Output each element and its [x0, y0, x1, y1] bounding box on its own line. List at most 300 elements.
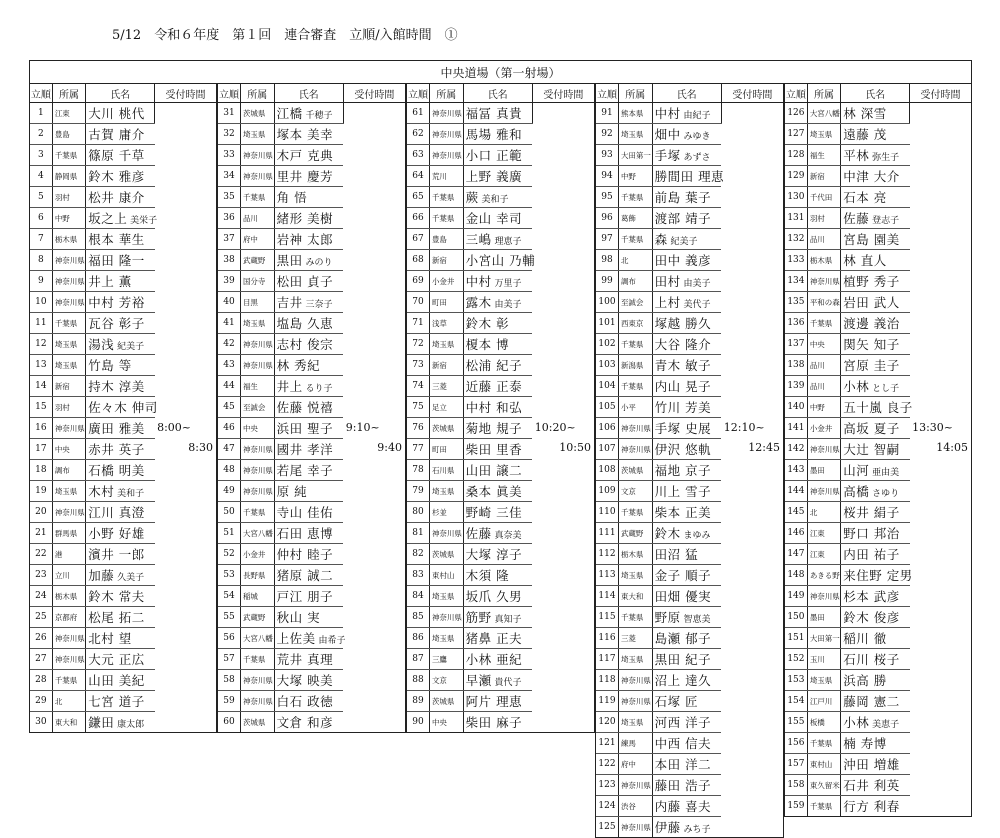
- order-number: 57: [218, 649, 240, 670]
- family-name: 石井: [843, 778, 870, 793]
- affiliation: 千葉県: [618, 334, 652, 355]
- affiliation: 神奈川県: [807, 481, 840, 502]
- affiliation: 埼玉県: [618, 649, 652, 670]
- archer-name: [274, 565, 343, 586]
- affiliation: 千葉県: [52, 670, 85, 691]
- family-name: 内山: [654, 379, 681, 394]
- header-time: 受付時間: [910, 84, 971, 103]
- family-name: 石塚: [654, 694, 681, 709]
- affiliation: 京都府: [52, 607, 85, 628]
- archer-name: [652, 628, 721, 649]
- affiliation: 千葉県: [52, 145, 85, 166]
- affiliation: 墨田: [807, 460, 840, 481]
- family-name: 福田: [88, 253, 115, 268]
- order-number: 36: [218, 208, 240, 229]
- affiliation: 三菱: [429, 376, 463, 397]
- affiliation: 千葉県: [807, 313, 840, 334]
- affiliation: 神奈川県: [52, 628, 85, 649]
- affiliation: 茨城県: [240, 103, 274, 124]
- archer-name: [86, 502, 155, 523]
- archer-name: [274, 229, 343, 250]
- venue-header: 中央道場（第一射場）: [29, 60, 972, 84]
- affiliation: 調布: [618, 271, 652, 292]
- affiliation: 新宿: [429, 250, 463, 271]
- order-number: 146: [785, 523, 807, 544]
- order-number: 58: [218, 670, 240, 691]
- family-name: 古賀: [88, 127, 115, 142]
- given-name: 真知子: [491, 615, 522, 625]
- given-name: 由美子: [491, 300, 522, 310]
- order-number: 31: [218, 103, 240, 124]
- archer-name: [274, 250, 343, 271]
- archer-name: [652, 649, 721, 670]
- given-name: 明美: [114, 463, 145, 478]
- given-name: 良子: [882, 400, 913, 415]
- schedule-column: [406, 84, 595, 733]
- family-name: 江橋: [276, 106, 303, 121]
- affiliation: 神奈川県: [240, 460, 274, 481]
- family-name: 川上: [654, 484, 681, 499]
- given-name: 勝久: [680, 316, 712, 331]
- given-name: 千草: [114, 148, 145, 163]
- given-name: 紀美子: [667, 237, 698, 247]
- given-name: 康太郎: [114, 720, 145, 730]
- order-number: 27: [30, 649, 52, 670]
- affiliation: 茨城県: [429, 418, 463, 439]
- given-name: 正泰: [491, 379, 523, 394]
- order-number: 119: [596, 691, 618, 712]
- order-number: 144: [785, 481, 807, 502]
- affiliation: 神奈川県: [240, 439, 274, 460]
- family-name: 七宮: [88, 694, 115, 709]
- archer-name: [463, 355, 532, 376]
- family-name: 黒田: [654, 652, 681, 667]
- order-number: 154: [785, 691, 807, 712]
- given-name: 眞美: [491, 484, 523, 499]
- affiliation: 神奈川県: [618, 691, 652, 712]
- archer-name: [841, 166, 910, 187]
- given-name: 邦治: [869, 526, 900, 541]
- family-name: 鈴木: [88, 169, 115, 184]
- affiliation: 神奈川県: [429, 523, 463, 544]
- reception-start-time: 13:30~: [912, 421, 954, 434]
- archer-name: [274, 691, 343, 712]
- affiliation: 千葉県: [807, 796, 840, 817]
- archer-name: [841, 103, 910, 124]
- given-name: 三佳: [491, 505, 523, 520]
- family-name: 坂爪: [465, 589, 492, 604]
- family-name: 沖田: [843, 757, 870, 772]
- archer-name: [841, 397, 913, 418]
- family-name: 石橋: [88, 463, 115, 478]
- header-time: 受付時間: [155, 84, 216, 103]
- header-order: 立順: [407, 84, 429, 103]
- affiliation: 埼玉県: [429, 481, 463, 502]
- order-number: 20: [30, 502, 52, 523]
- affiliation: 福生: [807, 145, 840, 166]
- given-name: 正美: [680, 505, 712, 520]
- order-number: 136: [785, 313, 807, 334]
- order-number: 77: [407, 439, 429, 460]
- given-name: 譲二: [491, 463, 523, 478]
- order-number: 44: [218, 376, 240, 397]
- given-name: 紀子: [680, 652, 712, 667]
- affiliation: 品川: [807, 355, 840, 376]
- order-number: 62: [407, 124, 429, 145]
- order-number: 55: [218, 607, 240, 628]
- affiliation: 神奈川県: [240, 166, 274, 187]
- family-name: 塚本: [276, 127, 303, 142]
- family-name: 林: [843, 253, 857, 268]
- affiliation: 大宮八幡: [240, 523, 274, 544]
- given-name: 拓二: [114, 610, 145, 625]
- archer-name: [274, 208, 343, 229]
- affiliation: 武蔵野: [240, 250, 274, 271]
- archer-name: [86, 586, 155, 607]
- family-name: 井上: [88, 274, 115, 289]
- family-name: 中村: [465, 400, 492, 415]
- archer-name: [463, 607, 532, 628]
- affiliation: 栃木県: [52, 229, 85, 250]
- given-name: 桜子: [869, 652, 900, 667]
- table-row: [596, 103, 783, 124]
- order-number: 149: [785, 586, 807, 607]
- family-name: 林: [276, 358, 290, 373]
- schedule-table: [30, 84, 216, 732]
- order-number: 104: [596, 376, 618, 397]
- order-number: 125: [596, 817, 618, 838]
- affiliation: 神奈川県: [240, 334, 274, 355]
- family-name: 来住野: [843, 568, 883, 583]
- family-name: 森: [654, 232, 668, 247]
- family-name: 三嶋: [465, 232, 492, 247]
- affiliation: 茨城県: [240, 712, 274, 733]
- order-number: 66: [407, 208, 429, 229]
- family-name: 松尾: [88, 610, 115, 625]
- family-name: 大元: [88, 652, 115, 667]
- header-name: 氏名: [841, 84, 910, 103]
- family-name: 角: [276, 190, 290, 205]
- family-name: 行方: [843, 799, 870, 814]
- affiliation: 神奈川県: [618, 418, 652, 439]
- affiliation: 静岡県: [52, 166, 85, 187]
- order-number: 70: [407, 292, 429, 313]
- order-number: 72: [407, 334, 429, 355]
- family-name: 渡部: [654, 211, 681, 226]
- archer-name: [652, 775, 721, 796]
- order-number: 69: [407, 271, 429, 292]
- family-name: 佐々木: [88, 400, 128, 415]
- order-number: 28: [30, 670, 52, 691]
- order-number: 24: [30, 586, 52, 607]
- archer-name: [274, 607, 343, 628]
- archer-name: [841, 460, 910, 481]
- family-name: 林: [843, 106, 857, 121]
- archer-name: [274, 544, 343, 565]
- document-title: 5/12 令和６年度 第１回 連合審査 立順/入館時間 ①: [112, 28, 458, 43]
- order-number: 26: [30, 628, 52, 649]
- family-name: 石川: [843, 652, 870, 667]
- affiliation: 江東: [807, 544, 840, 565]
- given-name: 康介: [114, 190, 145, 205]
- family-name: 大辻: [843, 442, 870, 457]
- archer-name: [841, 628, 910, 649]
- reception-start-time: 9:10~: [345, 421, 380, 434]
- table-header-row: [30, 84, 216, 103]
- given-name: 増雄: [869, 757, 900, 772]
- order-number: 99: [596, 271, 618, 292]
- given-name: 麻子: [491, 715, 523, 730]
- schedule-table: [785, 84, 971, 816]
- affiliation: 中央: [429, 712, 463, 733]
- affiliation: 神奈川県: [429, 607, 463, 628]
- family-name: 山河: [843, 463, 870, 478]
- family-name: 松浦: [465, 358, 492, 373]
- archer-name: [274, 502, 343, 523]
- archer-name: [652, 313, 721, 334]
- archer-name: [86, 628, 155, 649]
- given-name: 英子: [114, 442, 145, 457]
- affiliation: 神奈川県: [240, 355, 274, 376]
- given-name: るり子: [302, 384, 333, 394]
- given-name: 勝: [869, 673, 887, 688]
- archer-name: [86, 208, 158, 229]
- archer-name: [463, 481, 532, 502]
- affiliation: 長野県: [240, 565, 274, 586]
- given-name: 久男: [491, 589, 523, 604]
- order-number: 16: [30, 418, 52, 439]
- family-name: 荒井: [276, 652, 303, 667]
- family-name: 桑本: [465, 484, 492, 499]
- family-name: 筋野: [465, 610, 492, 625]
- order-number: 134: [785, 271, 807, 292]
- family-name: 石本: [843, 190, 870, 205]
- archer-name: [86, 712, 155, 733]
- archer-name: [463, 460, 532, 481]
- archer-name: [86, 250, 155, 271]
- given-name: 正広: [114, 652, 145, 667]
- family-name: 上佐美: [276, 631, 316, 646]
- order-number: 54: [218, 586, 240, 607]
- family-name: 野崎: [465, 505, 492, 520]
- affiliation: 神奈川県: [52, 649, 85, 670]
- family-name: 福地: [654, 463, 681, 478]
- affiliation: 神奈川県: [618, 439, 652, 460]
- family-name: 鈴木: [465, 316, 492, 331]
- family-name: 宮原: [843, 358, 870, 373]
- order-number: 82: [407, 544, 429, 565]
- archer-name: [841, 481, 910, 502]
- family-name: 大塚: [276, 673, 303, 688]
- order-number: 109: [596, 481, 618, 502]
- family-name: 桜井: [843, 505, 870, 520]
- archer-name: [274, 376, 343, 397]
- given-name: 智恵美: [680, 615, 711, 625]
- archer-name: [86, 145, 155, 166]
- given-name: 正範: [491, 148, 523, 163]
- family-name: 志村: [276, 337, 303, 352]
- archer-name: [274, 418, 343, 439]
- archer-name: [463, 670, 532, 691]
- family-name: 佐藤: [843, 211, 870, 226]
- affiliation: 小金井: [807, 418, 840, 439]
- given-name: 紀子: [491, 358, 523, 373]
- family-name: 竹川: [654, 400, 681, 415]
- affiliation: 神奈川県: [618, 775, 652, 796]
- given-name: 桃代: [114, 106, 145, 121]
- order-number: 151: [785, 628, 807, 649]
- family-name: 持木: [88, 379, 115, 394]
- header-order: 立順: [785, 84, 807, 103]
- archer-name: [841, 607, 910, 628]
- family-name: 塚越: [654, 316, 681, 331]
- reception-time-cell: [155, 103, 216, 733]
- family-name: 戸江: [276, 589, 303, 604]
- affiliation: 国分寺: [240, 271, 274, 292]
- order-number: 107: [596, 439, 618, 460]
- affiliation: 神奈川県: [52, 502, 85, 523]
- given-name: 洋二: [680, 757, 712, 772]
- archer-name: [86, 124, 155, 145]
- family-name: 田沼: [654, 547, 681, 562]
- archer-name: [274, 103, 343, 124]
- archer-name: [463, 418, 532, 439]
- archer-name: [463, 523, 532, 544]
- archer-name: [652, 523, 721, 544]
- archer-name: [463, 376, 532, 397]
- family-name: 小宮山: [465, 253, 505, 268]
- affiliation: 豊島: [52, 124, 85, 145]
- order-number: 115: [596, 607, 618, 628]
- family-name: 榎本: [465, 337, 492, 352]
- family-name: 露木: [465, 295, 492, 310]
- reception-start-time: 12:10~: [723, 421, 765, 434]
- given-name: 浩子: [680, 778, 712, 793]
- given-name: あずさ: [680, 153, 711, 163]
- archer-name: [652, 187, 721, 208]
- order-number: 141: [785, 418, 807, 439]
- order-number: 112: [596, 544, 618, 565]
- given-name: 彰子: [114, 316, 145, 331]
- family-name: 畑中: [654, 127, 681, 142]
- given-name: 常夫: [114, 589, 145, 604]
- family-name: 早瀬: [465, 673, 492, 688]
- archer-name: [86, 187, 155, 208]
- given-name: 亜紀: [491, 652, 523, 667]
- family-name: 福冨: [465, 106, 492, 121]
- reception-end-time: 9:40: [377, 441, 402, 454]
- affiliation: 至誠会: [240, 397, 274, 418]
- order-number: 61: [407, 103, 429, 124]
- affiliation: 立川: [52, 565, 85, 586]
- order-number: 126: [785, 103, 807, 124]
- schedule-column: [784, 84, 972, 817]
- family-name: 大谷: [654, 337, 681, 352]
- family-name: 文倉: [276, 715, 303, 730]
- affiliation: 神奈川県: [52, 250, 85, 271]
- family-name: 高坂: [843, 421, 870, 436]
- affiliation: 武蔵野: [240, 607, 274, 628]
- archer-name: [86, 481, 155, 502]
- order-number: 111: [596, 523, 618, 544]
- given-name: とし子: [869, 384, 900, 394]
- affiliation: 福生: [240, 376, 274, 397]
- given-name: 登志子: [869, 216, 900, 226]
- order-number: 80: [407, 502, 429, 523]
- order-number: 98: [596, 250, 618, 271]
- affiliation: 葛飾: [618, 208, 652, 229]
- affiliation: 墨田: [807, 607, 840, 628]
- archer-name: [841, 145, 910, 166]
- archer-name: [463, 124, 532, 145]
- given-name: 葉子: [680, 190, 712, 205]
- affiliation: 東村山: [429, 565, 463, 586]
- order-number: 132: [785, 229, 807, 250]
- archer-name: [463, 250, 536, 271]
- affiliation: 小金井: [240, 544, 274, 565]
- archer-name: [652, 334, 721, 355]
- archer-name: [274, 586, 343, 607]
- affiliation: 中野: [618, 166, 652, 187]
- given-name: 庸介: [114, 127, 145, 142]
- order-number: 7: [30, 229, 52, 250]
- archer-name: [841, 355, 910, 376]
- affiliation: 足立: [429, 397, 463, 418]
- given-name: さゆり: [869, 489, 900, 499]
- order-number: 135: [785, 292, 807, 313]
- affiliation: 品川: [807, 229, 840, 250]
- affiliation: 新潟県: [618, 355, 652, 376]
- order-number: 128: [785, 145, 807, 166]
- affiliation: 埼玉県: [807, 670, 840, 691]
- given-name: 佳佑: [302, 505, 334, 520]
- affiliation: 東大和: [52, 712, 85, 733]
- archer-name: [652, 166, 725, 187]
- given-name: 大介: [869, 169, 900, 184]
- affiliation: 西東京: [618, 313, 652, 334]
- order-number: 108: [596, 460, 618, 481]
- archer-name: [274, 145, 343, 166]
- archer-name: [652, 544, 721, 565]
- archer-name: [841, 376, 910, 397]
- given-name: 深雪: [856, 106, 887, 121]
- affiliation: 杉並: [429, 502, 463, 523]
- archer-name: [652, 796, 721, 817]
- archer-name: [841, 733, 910, 754]
- order-number: 91: [596, 103, 618, 124]
- table-row: [407, 103, 594, 124]
- family-name: 坂之上: [88, 211, 128, 226]
- family-name: 柴田: [465, 442, 492, 457]
- family-name: 湯浅: [88, 337, 115, 352]
- family-name: 上村: [654, 295, 681, 310]
- affiliation: 品川: [807, 376, 840, 397]
- given-name: 悦禧: [302, 400, 334, 415]
- archer-name: [86, 565, 155, 586]
- order-number: 18: [30, 460, 52, 481]
- family-name: 里井: [276, 169, 303, 184]
- family-name: 野原: [654, 610, 681, 625]
- archer-name: [86, 418, 155, 439]
- given-name: 伸司: [127, 400, 158, 415]
- order-number: 59: [218, 691, 240, 712]
- archer-name: [841, 313, 910, 334]
- archer-name: [86, 376, 155, 397]
- archer-name: [841, 439, 910, 460]
- given-name: 久恵: [302, 316, 334, 331]
- archer-name: [274, 670, 343, 691]
- family-name: 渡邊: [843, 316, 870, 331]
